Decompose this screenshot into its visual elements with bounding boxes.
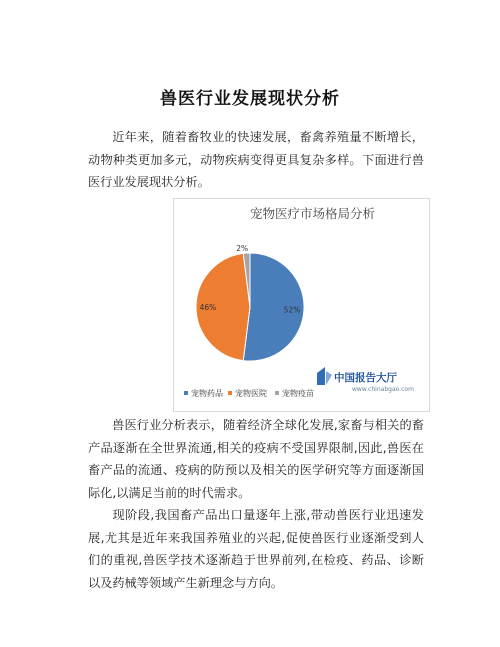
paragraph-intro	[88, 126, 424, 194]
paragraph-intro-text: 近年来，随着畜牧业的快速发展，畜禽养殖量不断增长，动物种类更加多元，动物疾病变得更具复杂多样。下面进行兽医行业发展现状分析。	[88, 130, 424, 189]
pie-slice-label-2: 46%	[199, 303, 217, 312]
logo-mark-icon	[317, 367, 332, 385]
chinabgao-logo	[317, 367, 414, 393]
paragraph-globalization-text: 兽医行业分析表示，随着经济全球化发展,家畜与相关的畜产品逐渐在全世界流通,相关的疫病不受国界限制,因此,兽医在畜产品的流通、疫病的防预以及相关的医学研究等方面逐渐国际化,以满足当前的时代需求。	[88, 418, 424, 500]
pie-slice-label-3: 2%	[236, 244, 249, 254]
paragraph-current-stage-text: 现阶段,我国畜产品出口量逐年上涨,带动兽医行业迅速发展,尤其是近年来我国养殖业的兴起,促使兽医行业逐渐受到人们的重视,兽医学技术逐渐趋于世界前列,在检疫、药品、诊断以及药械等领域产生新理念与方向。	[88, 508, 424, 590]
paragraph-current-stage	[88, 504, 424, 594]
chart-legend	[184, 388, 314, 398]
legend-label-2: 宠物医院	[235, 389, 267, 398]
legend-label-3: 宠物疫苗	[282, 389, 314, 398]
legend-swatch-3	[275, 391, 279, 395]
pie-chart	[174, 199, 429, 411]
pie-chart-figure	[173, 198, 430, 412]
legend-label-1: 宠物药品	[191, 389, 223, 398]
paragraph-globalization	[88, 414, 424, 504]
legend-swatch-2	[228, 391, 232, 395]
logo-brand: 中国报告大厅	[334, 372, 397, 384]
document-title: 兽医行业发展现状分析	[160, 89, 340, 109]
legend-swatch-1	[184, 391, 188, 395]
logo-url: www.chinabgao.com	[352, 386, 414, 393]
pie-slice-label-1: 52%	[283, 305, 301, 315]
chart-title: 宠物医疗市场格局分析	[250, 206, 376, 221]
